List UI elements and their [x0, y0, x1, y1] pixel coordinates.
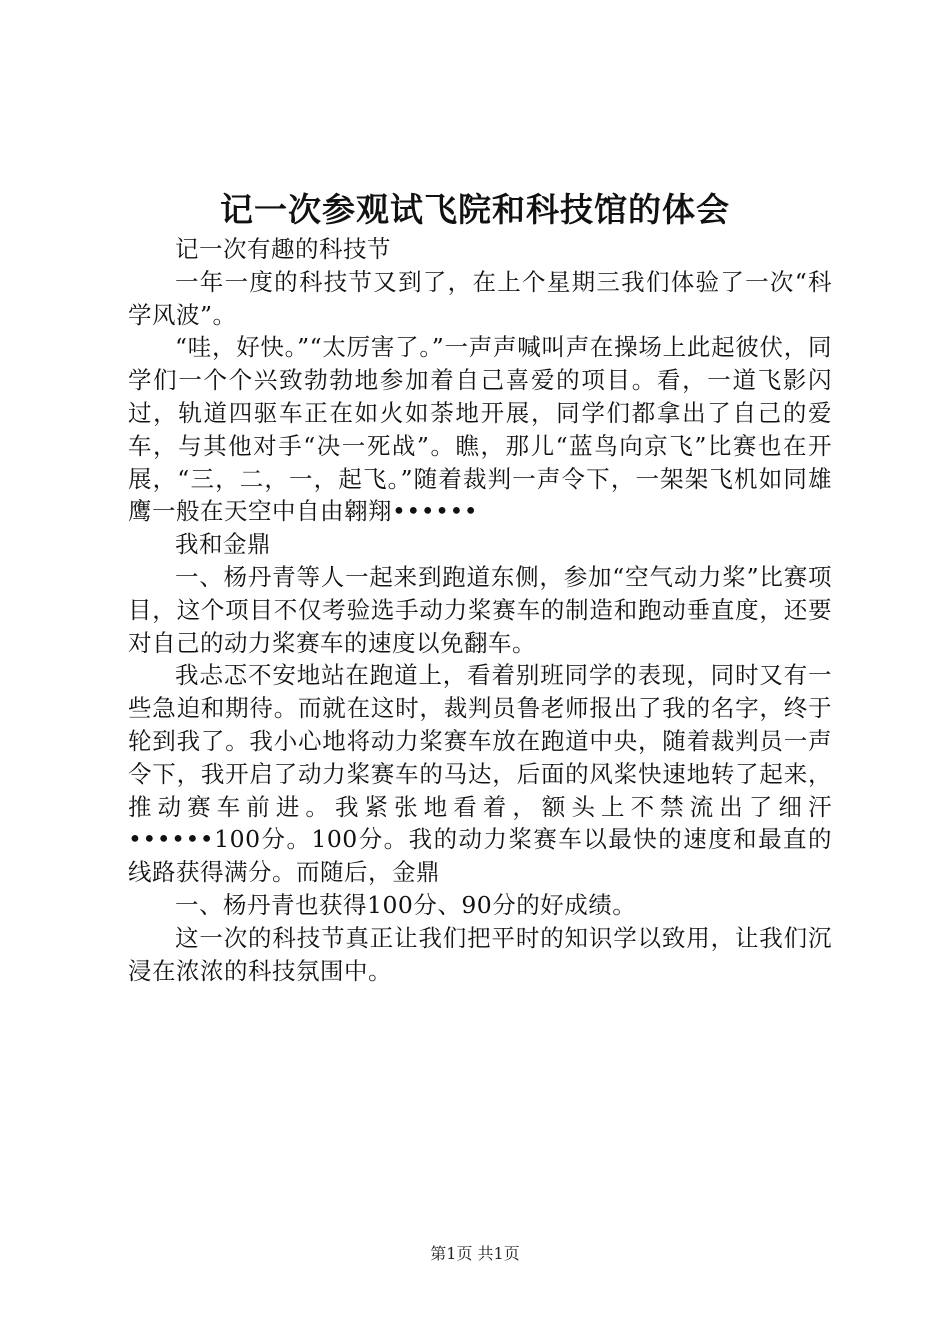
- document-title: 记一次参观试飞院和科技馆的体会: [220, 190, 730, 229]
- paragraph: “哇，好快。”“太厉害了。”一声声喊叫声在操场上此起彼伏，同学们一个个兴致勃勃地参加着自己喜爱的项目。看，一道飞影闪过，轨道四驱车正在如火如荼地开展，同学们都拿出了自己的爱车，与其他对手“决一死战”。瞧，那儿“蓝鸟向京飞”比赛也在开展，“三，二，一，起飞。”随着裁判一声令下，一架架飞机如同雄鹰一般在天空中自由翱翔••••••: [128, 333, 832, 526]
- paragraph: 这一次的科技节真正让我们把平时的知识学以致用，让我们沉浸在浓浓的科技氛围中。: [128, 923, 832, 985]
- paragraph: 我和金鼎: [175, 530, 271, 559]
- document-body: [128, 233, 832, 987]
- page-footer: 第1页 共1页: [430, 1244, 520, 1263]
- paragraph: 一、杨丹青等人一起来到跑道东侧，参加“空气动力桨”比赛项目，这个项目不仅考验选手动力桨赛车的制造和跑动垂直度，还要对自己的动力桨赛车的速度以免翻车。: [128, 562, 832, 657]
- paragraph: 一、杨丹青也获得100分、90分的好成绩。: [175, 890, 637, 919]
- paragraph: 我忐忑不安地站在跑道上，看着别班同学的表现，同时又有一些急迫和期待。而就在这时，裁判员鲁老师报出了我的名字，终于轮到我了。我小心地将动力桨赛车放在跑道中央，随着裁判员一声令下，我开启了动力桨赛车的马达，后面的风桨快速地转了起来，推动赛车前进。我紧张地看着，额头上不禁流出了细汗••••••100分。100分。我的动力桨赛车以最快的速度和最直的线路获得满分。而随后，金鼎: [128, 661, 832, 887]
- paragraph: 记一次有趣的科技节: [175, 235, 391, 263]
- paragraph: 一年一度的科技节又到了，在上个星期三我们体验了一次“科学风波”。: [128, 267, 832, 329]
